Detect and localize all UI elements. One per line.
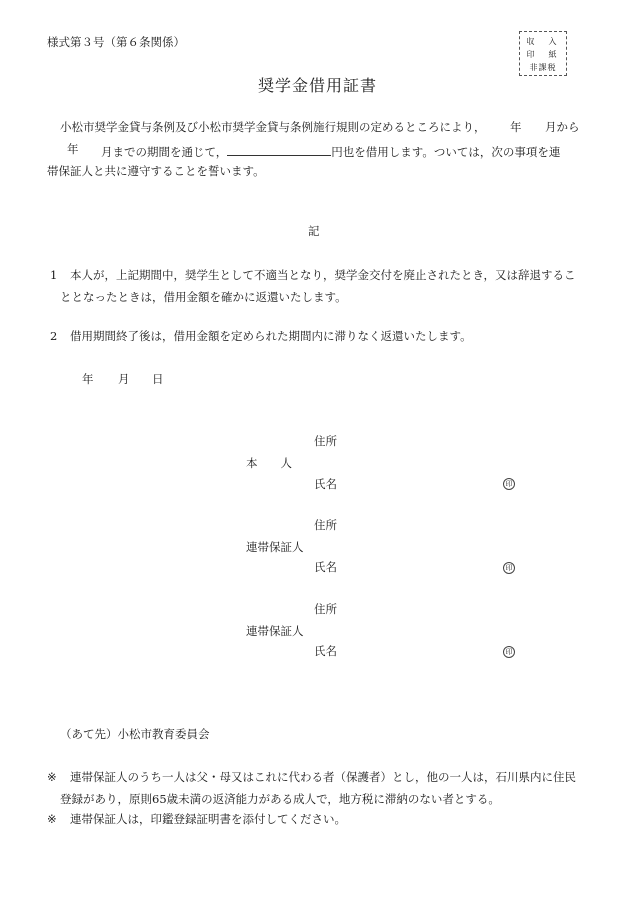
name-label: 氏名: [314, 644, 337, 658]
seal-icon: 印: [503, 562, 515, 574]
stamp-line: 印 紙: [526, 50, 560, 59]
signatory-role: 本 人: [246, 456, 292, 470]
note-mark: ※: [47, 812, 57, 826]
intro-text: 小松市奨学金貸与条例及び小松市奨学金貸与条例施行規則の定めるところにより，: [60, 120, 486, 134]
seal-icon: 印: [503, 478, 515, 490]
intro-text: 月までの期間を通じて，: [101, 145, 228, 159]
start-month-label: 月から: [545, 120, 580, 134]
date-year: 年: [82, 372, 94, 386]
intro-line-1: [60, 121, 486, 135]
revenue-stamp-box: [519, 31, 567, 76]
item-number: 1: [50, 268, 58, 282]
item-text: 借用期間終了後は，借用金額を定められた期間内に滞りなく返還いたします。: [70, 329, 472, 343]
note-mark: ※: [47, 770, 57, 784]
intro-line-2: [101, 143, 560, 160]
form-number: 様式第３号（第６条関係）: [47, 35, 185, 49]
signatory-role: 連帯保証人: [246, 624, 304, 638]
address-label: 住所: [314, 602, 337, 616]
note-text: 連帯保証人は，印鑑登録証明書を添付してください。: [70, 812, 346, 826]
item-text: 本人が，上記期間中，奨学生として不適当となり，奨学金交付を廃止されたとき，又は辞退するこ: [70, 268, 576, 282]
address-label: 住所: [314, 518, 337, 532]
note-text: 連帯保証人のうち一人は父・母又はこれに代わる者（保護者）とし，他の一人は，石川県内に住民: [70, 770, 576, 784]
stamp-line: 非課税: [529, 63, 557, 72]
intro-text: 円也を借用します。ついては，次の事項を連: [331, 145, 561, 159]
signatory-role: 連帯保証人: [246, 540, 304, 554]
start-year-label: 年: [510, 120, 522, 134]
amount-blank: [227, 143, 331, 156]
item-text: ととなったときは，借用金額を確かに返還いたします。: [60, 290, 347, 304]
document-title: 奨学金借用証書: [258, 76, 378, 95]
date-month: 月: [118, 372, 130, 386]
seal-icon: 印: [503, 646, 515, 658]
note-text: 登録があり，原則65歳未満の返済能力がある成人で，地方税に滞納のない者とする。: [60, 792, 500, 806]
intro-line-3: 帯保証人と共に遵守することを誓います。: [47, 164, 265, 178]
stamp-line: 収 入: [526, 37, 560, 46]
name-label: 氏名: [314, 477, 337, 491]
date-day: 日: [152, 372, 164, 386]
name-label: 氏名: [314, 560, 337, 574]
addressee: （あて先）小松市教育委員会: [60, 727, 210, 741]
ki-heading: 記: [308, 224, 320, 238]
end-year-label: 年: [67, 142, 79, 156]
item-number: 2: [50, 329, 58, 343]
address-label: 住所: [314, 434, 337, 448]
